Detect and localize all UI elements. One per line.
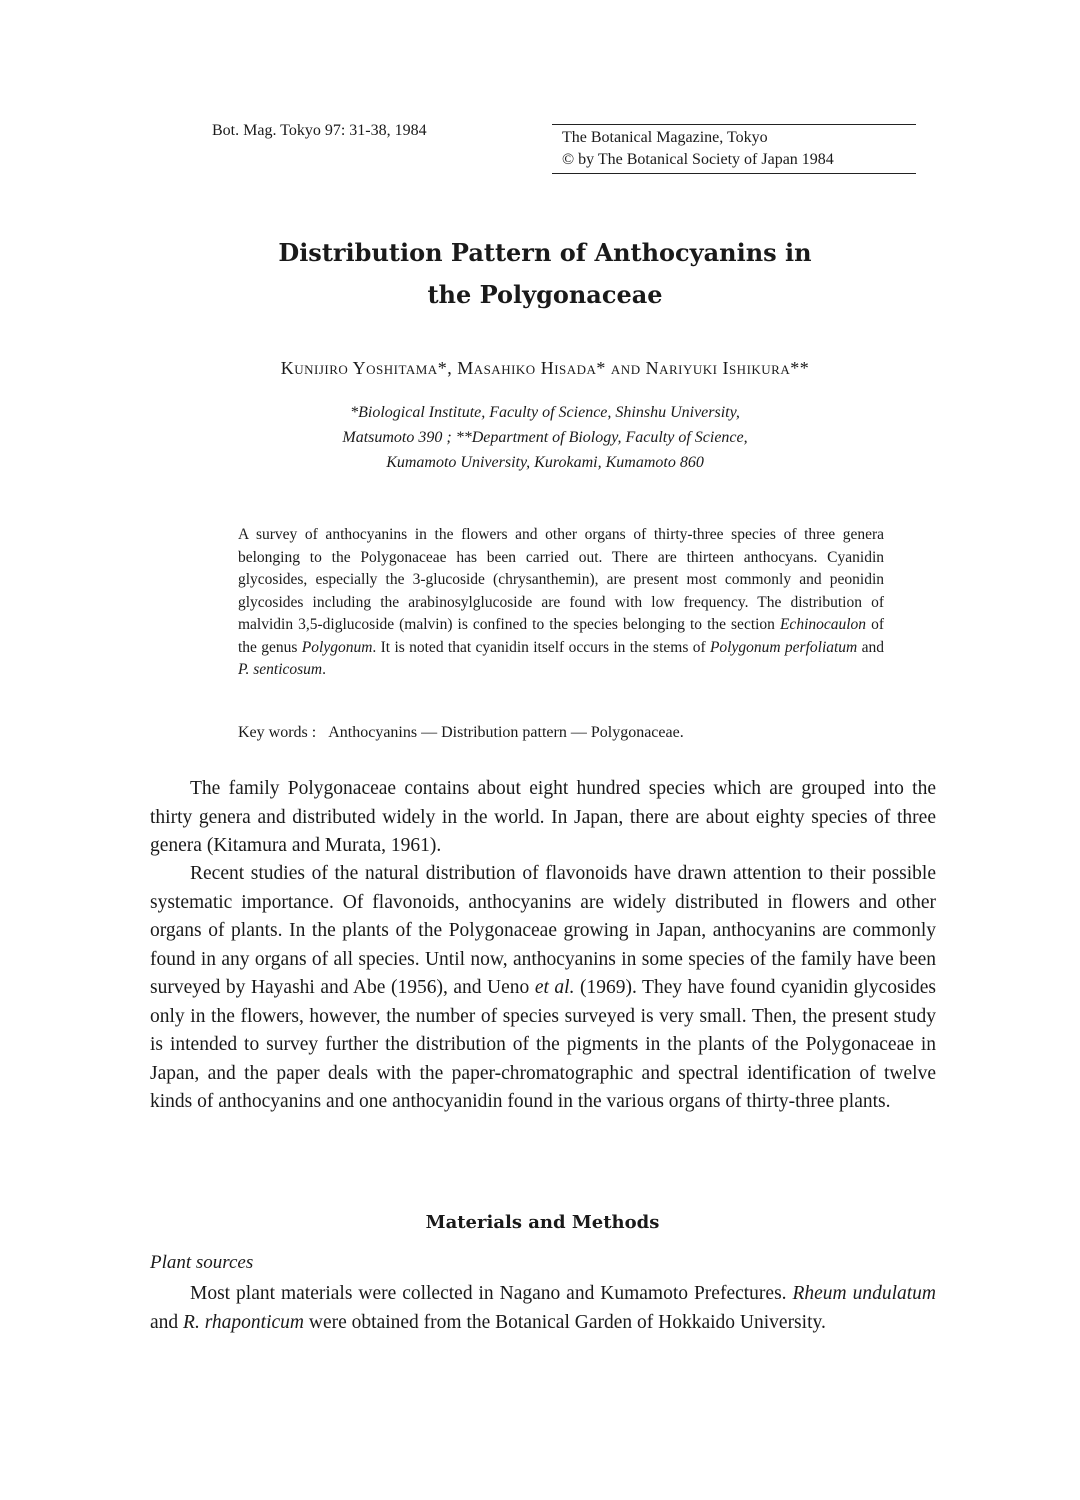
author-list: Kunijiro Yoshitama*, Masahiko Hisada* and Nariyuki Ishikura** — [280, 358, 810, 378]
abstract-text: and — [857, 638, 884, 656]
title-line-2: the Polygonaceae — [427, 280, 663, 309]
abstract-taxon: Polygonum — [301, 638, 373, 656]
keywords — [238, 724, 696, 742]
paragraph-italic: R. rhaponticum — [183, 1311, 305, 1333]
abstract-text: of the genus — [238, 616, 884, 656]
affiliation-line-1: *Biological Institute, Faculty of Science, Shinshu University, — [350, 404, 740, 421]
abstract-taxon: P. senticosum — [238, 661, 323, 678]
section-heading: Materials and Methods — [425, 1212, 660, 1233]
publisher-box — [552, 124, 916, 174]
affiliation-line-2: Matsumoto 390 ; **Department of Biology, Faculty of Science, — [342, 429, 748, 446]
abstract — [238, 524, 884, 682]
subsection-heading: Plant sources — [150, 1252, 254, 1273]
abstract-text: . — [322, 661, 326, 678]
abstract-taxon: Echinocaulon — [779, 616, 867, 633]
body-paragraph-1: The family Polygonaceae contains about eight hundred species which are grouped into the thirty genera and distributed widely in the world. In Japan, there are about eighty species of three genera (Kitamura and Murata, 1961). — [150, 778, 936, 856]
keywords-value: Anthocyanins — Distribution pattern — Polygonaceae. — [328, 724, 684, 741]
keywords-label: Key words : — [238, 724, 317, 741]
body-paragraph-3 — [150, 1280, 936, 1337]
title-line-1: Distribution Pattern of Anthocyanins in — [278, 238, 812, 267]
abstract-text: . It is noted that cyanidin itself occurs in the stems of — [372, 638, 710, 656]
paragraph-text: Most plant materials were collected in Nagano and Kumamoto Prefectures. — [190, 1283, 793, 1304]
publisher-line-1: The Botanical Magazine, Tokyo — [562, 129, 768, 146]
abstract-text: A survey of anthocyanins in the flowers and other organs of thirty-three species of three genera belonging to the Polygonaceae has been carried out. There are thirteen anthocyans. Cyanidin glycosides, especially the 3-glucoside (chrysanthemin), are present most commonly and peonidin glycosides including the arabinosylglucoside are found with low frequency. The distribution of malvidin 3,5-diglucoside (malvin) is confined to the species belonging to the section — [238, 526, 884, 633]
journal-citation: Bot. Mag. Tokyo 97: 31-38, 1984 — [212, 122, 427, 139]
paragraph-text: and — [150, 1311, 184, 1333]
affiliations — [0, 400, 1080, 475]
affiliation-line-3: Kumamoto University, Kurokami, Kumamoto 860 — [386, 454, 704, 471]
publisher-line-2: © by The Botanical Society of Japan 1984 — [562, 151, 834, 168]
paragraph-italic: et al. — [534, 977, 575, 998]
paper-title — [0, 232, 1080, 316]
body-paragraph-2 — [150, 860, 936, 1117]
paragraph-text: (1969). They have found cyanidin glycosides only in the flowers, however, the number of species surveyed is very small. Then, the present study is intended to survey further the distribution of the pigments in the plants of the Polygonaceae in Japan, and the paper deals with the paper-chromatographic and spectral identification of twelve kinds of anthocyanins and one anthocyanidin found in the various organs of thirty-three plants. — [150, 977, 936, 1112]
paragraph-text: were obtained from the Botanical Garden of Hokkaido University. — [304, 1311, 826, 1333]
paragraph-italic: Rheum undulatum — [792, 1283, 936, 1304]
abstract-taxon: Polygonum perfoliatum — [709, 638, 858, 656]
paragraph-text: Recent studies of the natural distribution of flavonoids have drawn attention to their possible systematic importance. Of flavonoids, anthocyanins are widely distributed in flowers and other organs of plants. In the plants of the Polygonaceae growing in Japan, anthocyanins are commonly found in any organs of all species. Until now, anthocyanins in some species of the family have been surveyed by Hayashi and Abe (1956), and Ueno — [150, 863, 936, 998]
